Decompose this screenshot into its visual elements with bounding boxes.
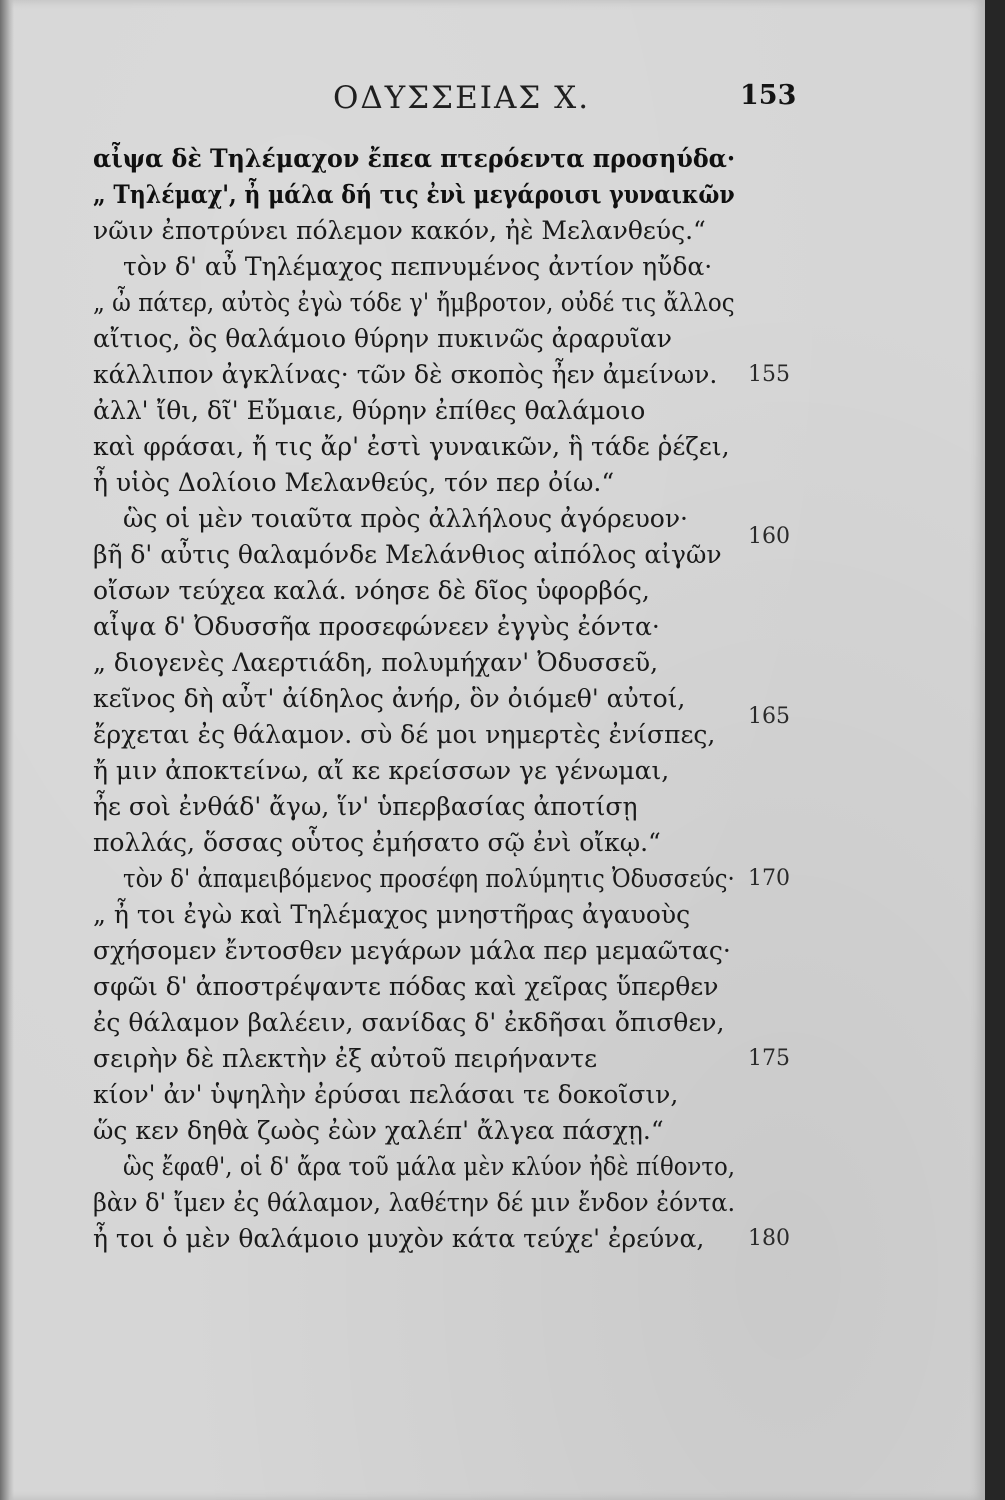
verse-line: αἶψα δ' Ὀδυσσῆα προσεφώνεεν ἐγγὺς ἐόντα· [93, 612, 660, 641]
verse-line: αἴτιος, ὃς θαλάμοιο θύρην πυκινῶς ἀραρυῖαν [93, 324, 672, 353]
verse-line: ἦ υἱὸς Δολίοιο Μελανθεύς, τόν περ ὀίω.“ [93, 468, 615, 497]
verse-line: „ Τηλέμαχ', ἦ μάλα δή τις ἐνὶ μεγάροισι γυναικῶν [93, 180, 735, 209]
verse-line: σχήσομεν ἔντοσθεν μεγάρων μάλα περ μεμαῶτας· [93, 936, 731, 965]
page-gutter-shadow [0, 0, 14, 1500]
verse-line: κεῖνος δὴ αὖτ' ἀίδηλος ἀνήρ, ὃν ὀιόμεθ' αὐτοί, [93, 684, 686, 713]
verse-line: βῆ δ' αὖτις θαλαμόνδε Μελάνθιος αἰπόλος αἰγῶν [93, 540, 722, 569]
dark-background-edge [985, 0, 1005, 1500]
verse-line: ἦε σοὶ ἐνθάδ' ἄγω, ἵν' ὑπερβασίας ἀποτίσῃ [93, 792, 638, 821]
running-title: ΟΔΥΣΣΕΙΑΣ Χ. [333, 80, 591, 116]
line-number: 155 [748, 362, 790, 387]
verse-line: τὸν δ' ἀπαμειβόμενος προσέφη πολύμητις Ὀδυσσεύς· [123, 864, 735, 893]
verse-line: „ ὦ πάτερ, αὐτὸς ἐγὼ τόδε γ' ἤμβροτον, οὐδέ τις ἄλλος [93, 288, 735, 317]
page-number: 153 [740, 80, 797, 111]
verse-line: ἔρχεται ἐς θάλαμον. σὺ δέ μοι νημερτὲς ἐνίσπες, [93, 720, 716, 749]
verse-line: βὰν δ' ἴμεν ἐς θάλαμον, λαθέτην δέ μιν ἔνδον ἐόντα. [93, 1188, 736, 1217]
verse-line: πολλάς, ὅσσας οὗτος ἐμήσατο σῷ ἐνὶ οἴκῳ.“ [93, 828, 661, 857]
verse-line: ὣς οἱ μὲν τοιαῦτα πρὸς ἀλλήλους ἀγόρευον· [123, 504, 689, 533]
line-number: 180 [748, 1226, 790, 1251]
verse-line: κίον' ἀν' ὑψηλὴν ἐρύσαι πελάσαι τε δοκοῖσιν, [93, 1080, 679, 1109]
verse-line: ἦ τοι ὁ μὲν θαλάμοιο μυχὸν κάτα τεύχε' ἐρεύνα, [93, 1224, 705, 1253]
verse-line: κάλλιπον ἀγκλίνας· τῶν δὲ σκοπὸς ἦεν ἀμείνων. [93, 360, 718, 389]
verse-line: „ διογενὲς Λαερτιάδη, πολυμήχαν' Ὀδυσσεῦ, [93, 648, 659, 677]
verse-line: ἤ μιν ἀποκτείνω, αἴ κε κρείσσων γε γένωμαι, [93, 756, 670, 785]
verse-line: „ ἦ τοι ἐγὼ καὶ Τηλέμαχος μνηστῆρας ἀγαυοὺς [93, 900, 691, 929]
verse-line: σφῶι δ' ἀποστρέψαντε πόδας καὶ χεῖρας ὕπερθεν [93, 972, 719, 1001]
verse-line: καὶ φράσαι, ἤ τις ἄρ' ἐστὶ γυναικῶν, ἣ τάδε ῥέζει, [93, 432, 730, 461]
line-number: 160 [748, 524, 790, 549]
verse-line: ὣς ἔφαθ', οἱ δ' ἄρα τοῦ μάλα μὲν κλύον ἠδὲ πίθοντο, [123, 1152, 735, 1181]
verse-line: ἀλλ' ἴθι, δῖ' Εὔμαιε, θύρην ἐπίθες θαλάμοιο [93, 396, 646, 425]
verse-line: ἐς θάλαμον βαλέειν, σανίδας δ' ἐκδῆσαι ὄπισθεν, [93, 1008, 725, 1037]
line-number: 175 [748, 1046, 790, 1071]
verse-line: ὥς κεν δηθὰ ζωὸς ἐὼν χαλέπ' ἄλγεα πάσχῃ.“ [93, 1116, 664, 1145]
verse-line: νῶιν ἐποτρύνει πόλεμον κακόν, ἠὲ Μελανθεύς.“ [93, 216, 706, 245]
line-number: 170 [748, 866, 790, 891]
line-number: 165 [748, 704, 790, 729]
verse-line: αἶψα δὲ Τηλέμαχον ἔπεα πτερόεντα προσηύδα· [93, 144, 736, 173]
verse-line: οἴσων τεύχεα καλά. νόησε δὲ δῖος ὑφορβός, [93, 576, 650, 605]
verse-line: σειρὴν δὲ πλεκτὴν ἐξ αὐτοῦ πειρήναντε [93, 1044, 598, 1073]
verse-line: τὸν δ' αὖ Τηλέμαχος πεπνυμένος ἀντίον ηὔδα· [123, 252, 713, 281]
